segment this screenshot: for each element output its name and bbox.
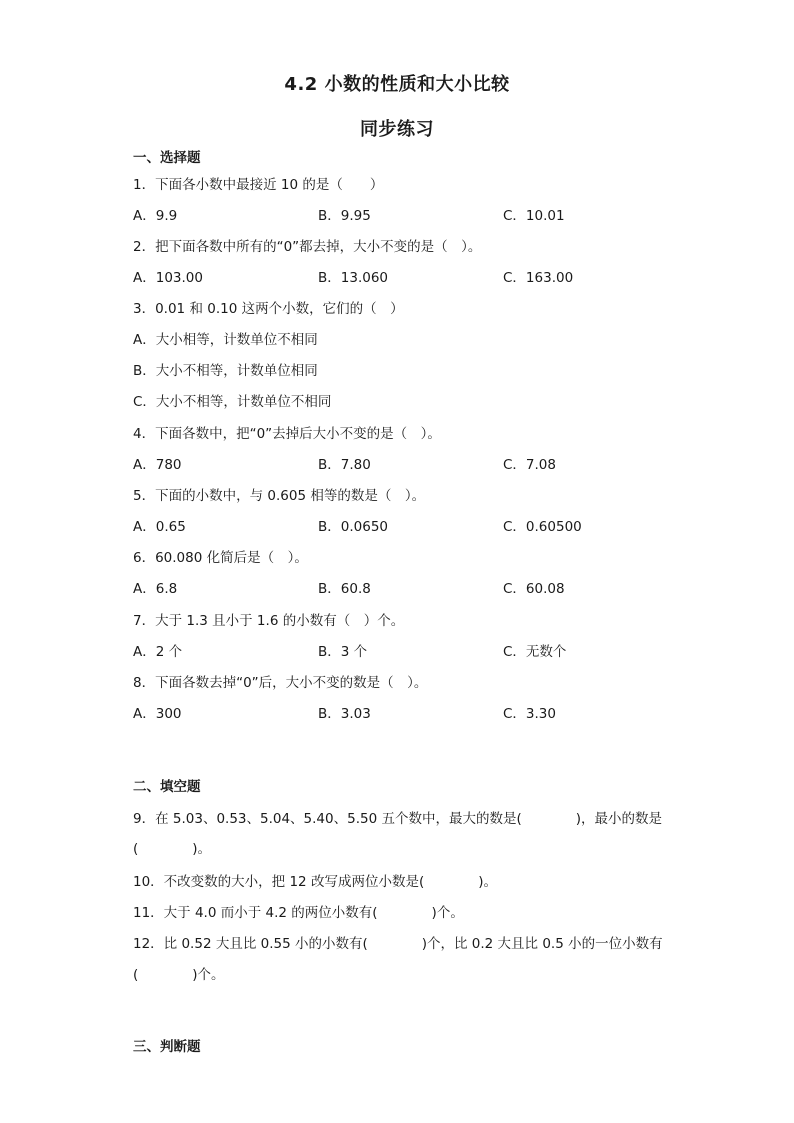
question-7-option-a: A．2 个 [133, 644, 183, 660]
question-6-option-a: A．6.8 [133, 581, 178, 597]
question-6-option-c: C．60.08 [503, 581, 565, 597]
question-12-line-2: ( )个。 [133, 967, 225, 983]
question-1-option-b: B．9.95 [318, 208, 371, 224]
question-6-stem: 6．60.080 化简后是（ ）。 [133, 550, 308, 566]
question-4-option-b: B．7.80 [318, 457, 371, 473]
question-2-option-c: C．163.00 [503, 270, 574, 286]
question-9-line-2: ( )。 [133, 841, 212, 857]
question-2-option-b: B．13.060 [318, 270, 388, 286]
question-4-stem: 4．下面各数中，把“0”去掉后大小不变的是（ ）。 [133, 426, 441, 442]
question-8-option-a: A．300 [133, 706, 182, 722]
page-title: 4.2 小数的性质和大小比较 [284, 74, 510, 95]
question-2-option-a: A．103.00 [133, 270, 203, 286]
section-fill-heading: 二、填空题 [133, 779, 201, 795]
question-11-line-1: 11．大于 4.0 而小于 4.2 的两位小数有( )个。 [133, 905, 464, 921]
question-6-option-b: B．60.8 [318, 581, 371, 597]
question-9-line-1: 9．在 5.03、0.53、5.04、5.40、5.50 五个数中，最大的数是( )，最小的数是 [133, 811, 662, 827]
question-8-option-c: C．3.30 [503, 706, 556, 722]
question-12-line-1: 12．比 0.52 大且比 0.55 小的小数有( )个，比 0.2 大且比 0.5 小的一位小数有 [133, 936, 663, 952]
question-3-option-c: C．大小不相等，计数单位不相同 [133, 394, 332, 410]
section-judge-heading: 三、判断题 [133, 1039, 201, 1055]
question-1-stem: 1．下面各小数中最接近 10 的是（ ） [133, 177, 384, 193]
question-7-option-c: C．无数个 [503, 644, 567, 660]
question-3-option-b: B．大小不相等，计数单位相同 [133, 363, 318, 379]
question-7-stem: 7．大于 1.3 且小于 1.6 的小数有（ ）个。 [133, 613, 405, 629]
question-2-stem: 2．把下面各数中所有的“0”都去掉，大小不变的是（ ）。 [133, 239, 482, 255]
question-7-option-b: B．3 个 [318, 644, 368, 660]
question-5-stem: 5．下面的小数中，与 0.605 相等的数是（ ）。 [133, 488, 426, 504]
question-8-option-b: B．3.03 [318, 706, 371, 722]
question-10-line-1: 10．不改变数的大小，把 12 改写成两位小数是( )。 [133, 874, 497, 890]
question-1-option-c: C．10.01 [503, 208, 565, 224]
question-3-option-a: A．大小相等，计数单位不相同 [133, 332, 318, 348]
question-4-option-a: A．780 [133, 457, 182, 473]
question-3-stem: 3．0.01 和 0.10 这两个小数，它们的（ ） [133, 301, 404, 317]
question-5-option-a: A．0.65 [133, 519, 186, 535]
question-5-option-b: B．0.0650 [318, 519, 388, 535]
section-choice-heading: 一、选择题 [133, 150, 201, 166]
question-1-option-a: A．9.9 [133, 208, 178, 224]
question-4-option-c: C．7.08 [503, 457, 556, 473]
page-subtitle: 同步练习 [360, 119, 434, 140]
question-5-option-c: C．0.60500 [503, 519, 582, 535]
question-8-stem: 8．下面各数去掉“0”后，大小不变的数是（ ）。 [133, 675, 428, 691]
